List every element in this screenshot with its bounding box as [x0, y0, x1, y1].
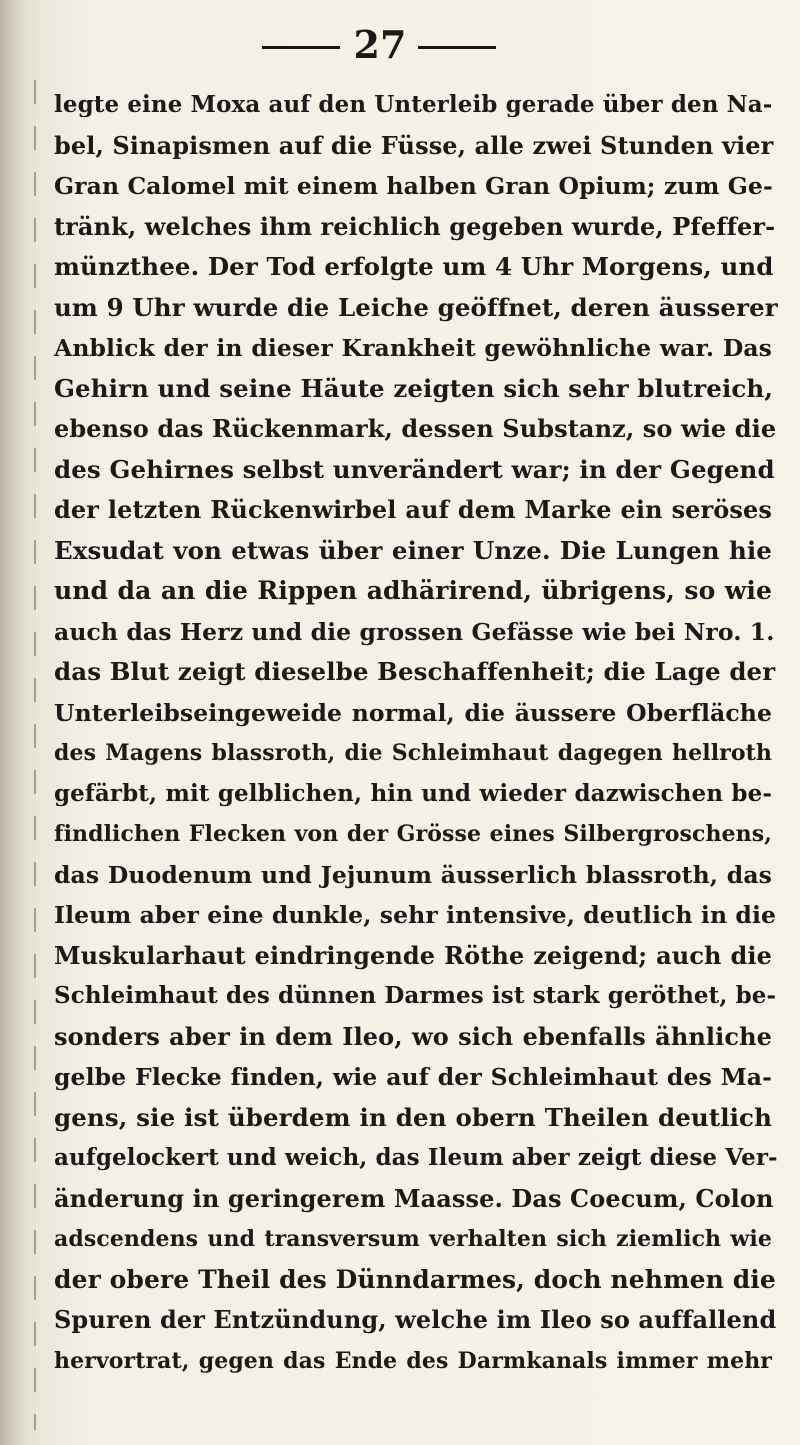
text-line: Unterleibseingeweide normal, die äussere Oberfläche [54, 698, 772, 727]
text-line: bel, Sinapismen auf die Füsse, alle zwei Stunden vier [54, 130, 774, 160]
text-line: Anblick der in dieser Krankheit gewöhnliche war. Das [54, 334, 772, 362]
text-line: ebenso das Rückenmark, dessen Substanz, so wie die [54, 414, 777, 443]
text-line: Schleimhaut des dünnen Darmes ist stark geröthet, be- [54, 982, 777, 1009]
text-line: das Duodenum und Jejunum äusserlich blassroth, das [54, 860, 772, 889]
text-line: der letzten Rückenwirbel auf dem Marke ein seröses [54, 495, 772, 524]
text-line: und da an die Rippen adhärirend, übrigens, so wie [54, 576, 772, 605]
text-line: hervortrat, gegen das Ende des Darmkanals immer mehr [54, 1347, 772, 1374]
text-line: des Gehirnes selbst unverändert war; in der Gegend [54, 454, 775, 484]
binding-edge [34, 80, 36, 1430]
text-line: der obere Theil des Dünndarmes, doch nehmen die [54, 1264, 776, 1294]
text-line: tränk, welches ihm reichlich gegeben wurde, Pfeffer- [54, 211, 776, 241]
text-line: gefärbt, mit gelblichen, hin und wieder dazwischen be- [54, 779, 772, 807]
page-number: 27 [353, 22, 407, 67]
text-line: aufgelockert und weich, das Ileum aber zeigt diese Ver- [54, 1144, 778, 1171]
page-header [0, 12, 800, 72]
body-text [54, 85, 778, 1381]
text-line: auch das Herz und die grossen Gefässe wie bei Nro. 1. [54, 617, 775, 646]
header-rule-right [418, 46, 496, 49]
text-line: Exsudat von etwas über einer Unze. Die Lungen hie [54, 535, 772, 565]
text-line: Gehirn und seine Häute zeigten sich sehr blutreich, [54, 373, 773, 403]
text-line: münzthee. Der Tod erfolgte um 4 Uhr Morgens, und [54, 252, 774, 281]
header-rule-left [262, 46, 340, 49]
text-line: adscendens und transversum verhalten sich ziemlich wie [54, 1226, 772, 1252]
text-line: sonders aber in dem Ileo, wo sich ebenfalls ähnliche [54, 1021, 772, 1051]
text-line: gens, sie ist überdem in den obern Theilen deutlich [54, 1102, 772, 1132]
text-line: gelbe Flecke finden, wie auf der Schleimhaut des Ma- [54, 1063, 772, 1091]
text-line: änderung in geringerem Maasse. Das Coecum, Colon [54, 1183, 774, 1213]
text-line: legte eine Moxa auf den Unterleib gerade über den Na- [54, 91, 773, 118]
text-line: Spuren der Entzündung, welche im Ileo so auffallend [54, 1305, 777, 1334]
text-line: Ileum aber eine dunkle, sehr intensive, deutlich in die [54, 901, 777, 929]
text-line: um 9 Uhr wurde die Leiche geöffnet, deren äusserer [54, 292, 778, 322]
text-line: das Blut zeigt dieselbe Beschaffenheit; die Lage der [54, 657, 776, 686]
text-line: des Magens blassroth, die Schleimhaut dagegen hellroth [54, 740, 772, 766]
binding-gutter [0, 0, 26, 1445]
text-line: Gran Calomel mit einem halben Gran Opium; zum Ge- [54, 172, 773, 200]
text-line: Muskularhaut eindringende Röthe zeigend; auch die [54, 940, 772, 970]
text-line: findlichen Flecken von der Grösse eines Silbergroschens, [54, 821, 772, 847]
